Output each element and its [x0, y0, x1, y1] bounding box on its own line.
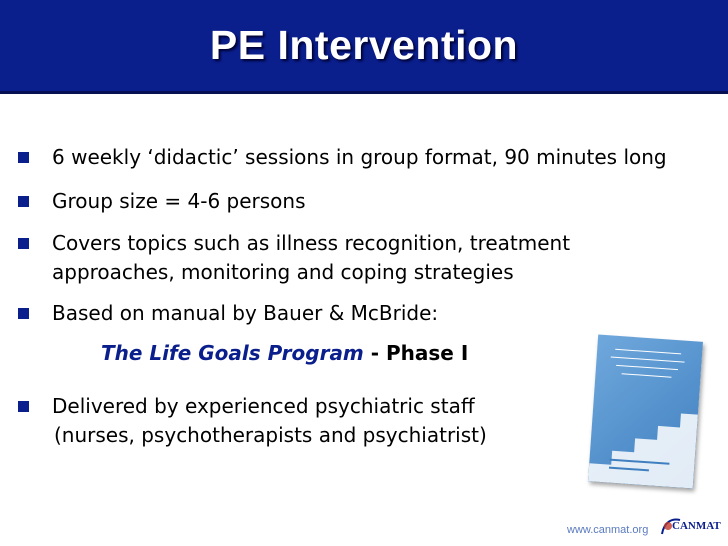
- footer-url: www.canmat.org: [567, 524, 649, 536]
- book-title: The Life Goals Program: [101, 341, 364, 365]
- logo-text: CANMAT: [672, 520, 721, 532]
- title-bar: [0, 0, 728, 94]
- book-phase: - Phase I: [363, 341, 469, 365]
- square-bullet-icon: [18, 152, 29, 163]
- book-reference: [101, 341, 468, 365]
- bullet-text: Group size = 4-6 persons: [52, 189, 306, 213]
- bullet-text: Delivered by experienced psychiatric staff: [52, 394, 475, 418]
- square-bullet-icon: [18, 238, 29, 249]
- book-cover-art: [603, 345, 691, 386]
- stairs-graphic: [588, 401, 698, 488]
- slide-title: PE Intervention: [209, 22, 519, 68]
- bullet-text: (nurses, psychotherapists and psychiatrist): [54, 423, 487, 447]
- bullet-text: Based on manual by Bauer & McBride:: [52, 301, 439, 325]
- bullet-text: approaches, monitoring and coping strategies: [52, 260, 514, 284]
- square-bullet-icon: [18, 308, 29, 319]
- square-bullet-icon: [18, 401, 29, 412]
- book-cover-image: [588, 335, 703, 489]
- square-bullet-icon: [18, 196, 29, 207]
- bullet-text: Covers topics such as illness recognition, treatment: [52, 231, 571, 255]
- bullet-text: 6 weekly ‘didactic’ sessions in group format, 90 minutes long: [52, 145, 667, 169]
